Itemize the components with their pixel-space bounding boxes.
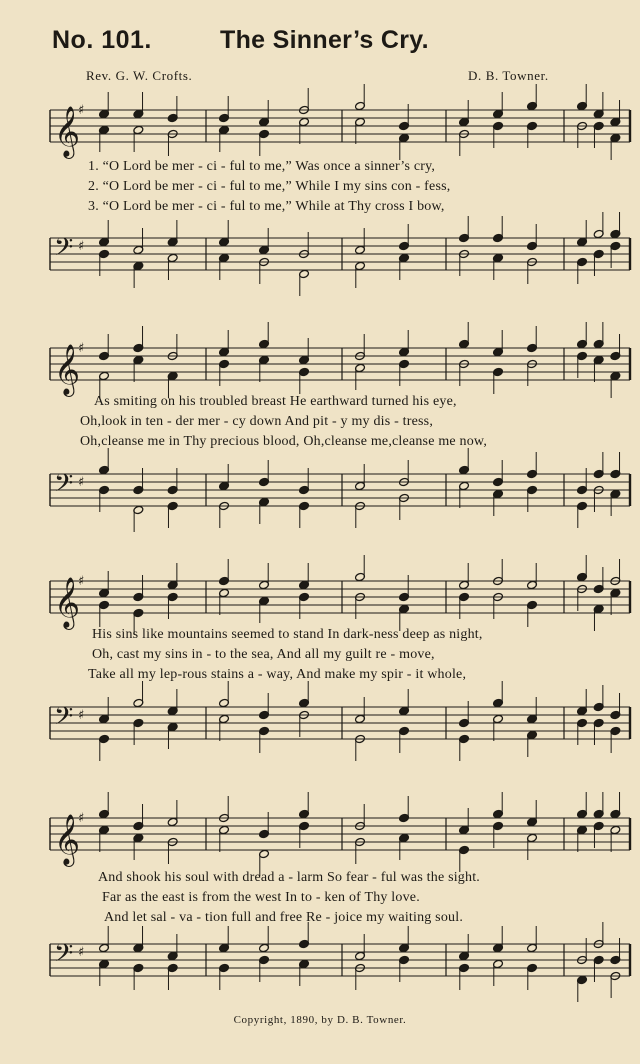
lyric-line: And shook his soul with dread a - larm So fear - ful was the sight.	[98, 870, 481, 885]
lyric-line: Oh, cast my sins in - to the sea, And all my guilt re - move,	[92, 647, 435, 662]
treble-staff	[44, 810, 634, 866]
sharp-key-signature-icon: ♯	[78, 341, 85, 356]
bass-clef-icon: 𝄢	[54, 939, 74, 974]
treble-clef-icon: 𝄞	[54, 106, 81, 157]
lyric-line: Far as the east is from the west In to - ken of Thy love.	[102, 890, 420, 905]
lyric-line: As smiting on his troubled breast He earthward turned his eye,	[94, 394, 457, 409]
music-credit: D. B. Towner.	[468, 68, 549, 83]
lyric-line: 3. “O Lord be mer - ci - ful to me,” While at Thy cross I bow,	[88, 199, 445, 214]
bass-clef-icon: 𝄢	[54, 233, 74, 268]
lyric-line: 2. “O Lord be mer - ci - ful to me,” While I my sins con - fess,	[88, 179, 451, 194]
hymn-number: No. 101.	[52, 26, 152, 54]
lyric-line: 1. “O Lord be mer - ci - ful to me,” Was once a sinner’s cry,	[88, 159, 436, 174]
bass-clef-icon: 𝄢	[54, 702, 74, 737]
bass-staff	[44, 466, 634, 522]
words-credit: Rev. G. W. Crofts.	[86, 68, 193, 83]
sharp-key-signature-icon: ♯	[78, 945, 85, 960]
treble-clef-icon: 𝄞	[54, 814, 81, 865]
hymn-title: The Sinner’s Cry.	[220, 26, 429, 54]
sharp-key-signature-icon: ♯	[78, 239, 85, 254]
sharp-key-signature-icon: ♯	[78, 574, 85, 589]
sharp-key-signature-icon: ♯	[78, 708, 85, 723]
lyric-line: Take all my lep-rous stains a - way, And make my spir - it whole,	[88, 667, 467, 682]
bass-staff	[44, 699, 634, 755]
treble-clef-icon: 𝄞	[54, 577, 81, 628]
sharp-key-signature-icon: ♯	[78, 811, 85, 826]
lyric-line: Oh,look in ten - der mer - cy down And pit - y my dis - tress,	[80, 414, 434, 429]
copyright-notice: Copyright, 1890, by D. B. Towner.	[233, 1014, 407, 1026]
bass-staff	[44, 230, 634, 286]
bass-staff	[44, 936, 634, 992]
lyric-line: And let sal - va - tion full and free Re - joice my waiting soul.	[104, 910, 464, 925]
sharp-key-signature-icon: ♯	[78, 103, 85, 118]
bass-clef-icon: 𝄢	[54, 469, 74, 504]
treble-staff	[44, 340, 634, 396]
treble-clef-icon: 𝄞	[54, 344, 81, 395]
sharp-key-signature-icon: ♯	[78, 475, 85, 490]
lyric-line: His sins like mountains seemed to stand In dark-ness deep as night,	[92, 627, 483, 642]
treble-staff	[44, 102, 634, 158]
treble-staff	[44, 573, 634, 629]
lyric-line: Oh,cleanse me in Thy precious blood, Oh,cleanse me,cleanse me now,	[80, 434, 488, 449]
